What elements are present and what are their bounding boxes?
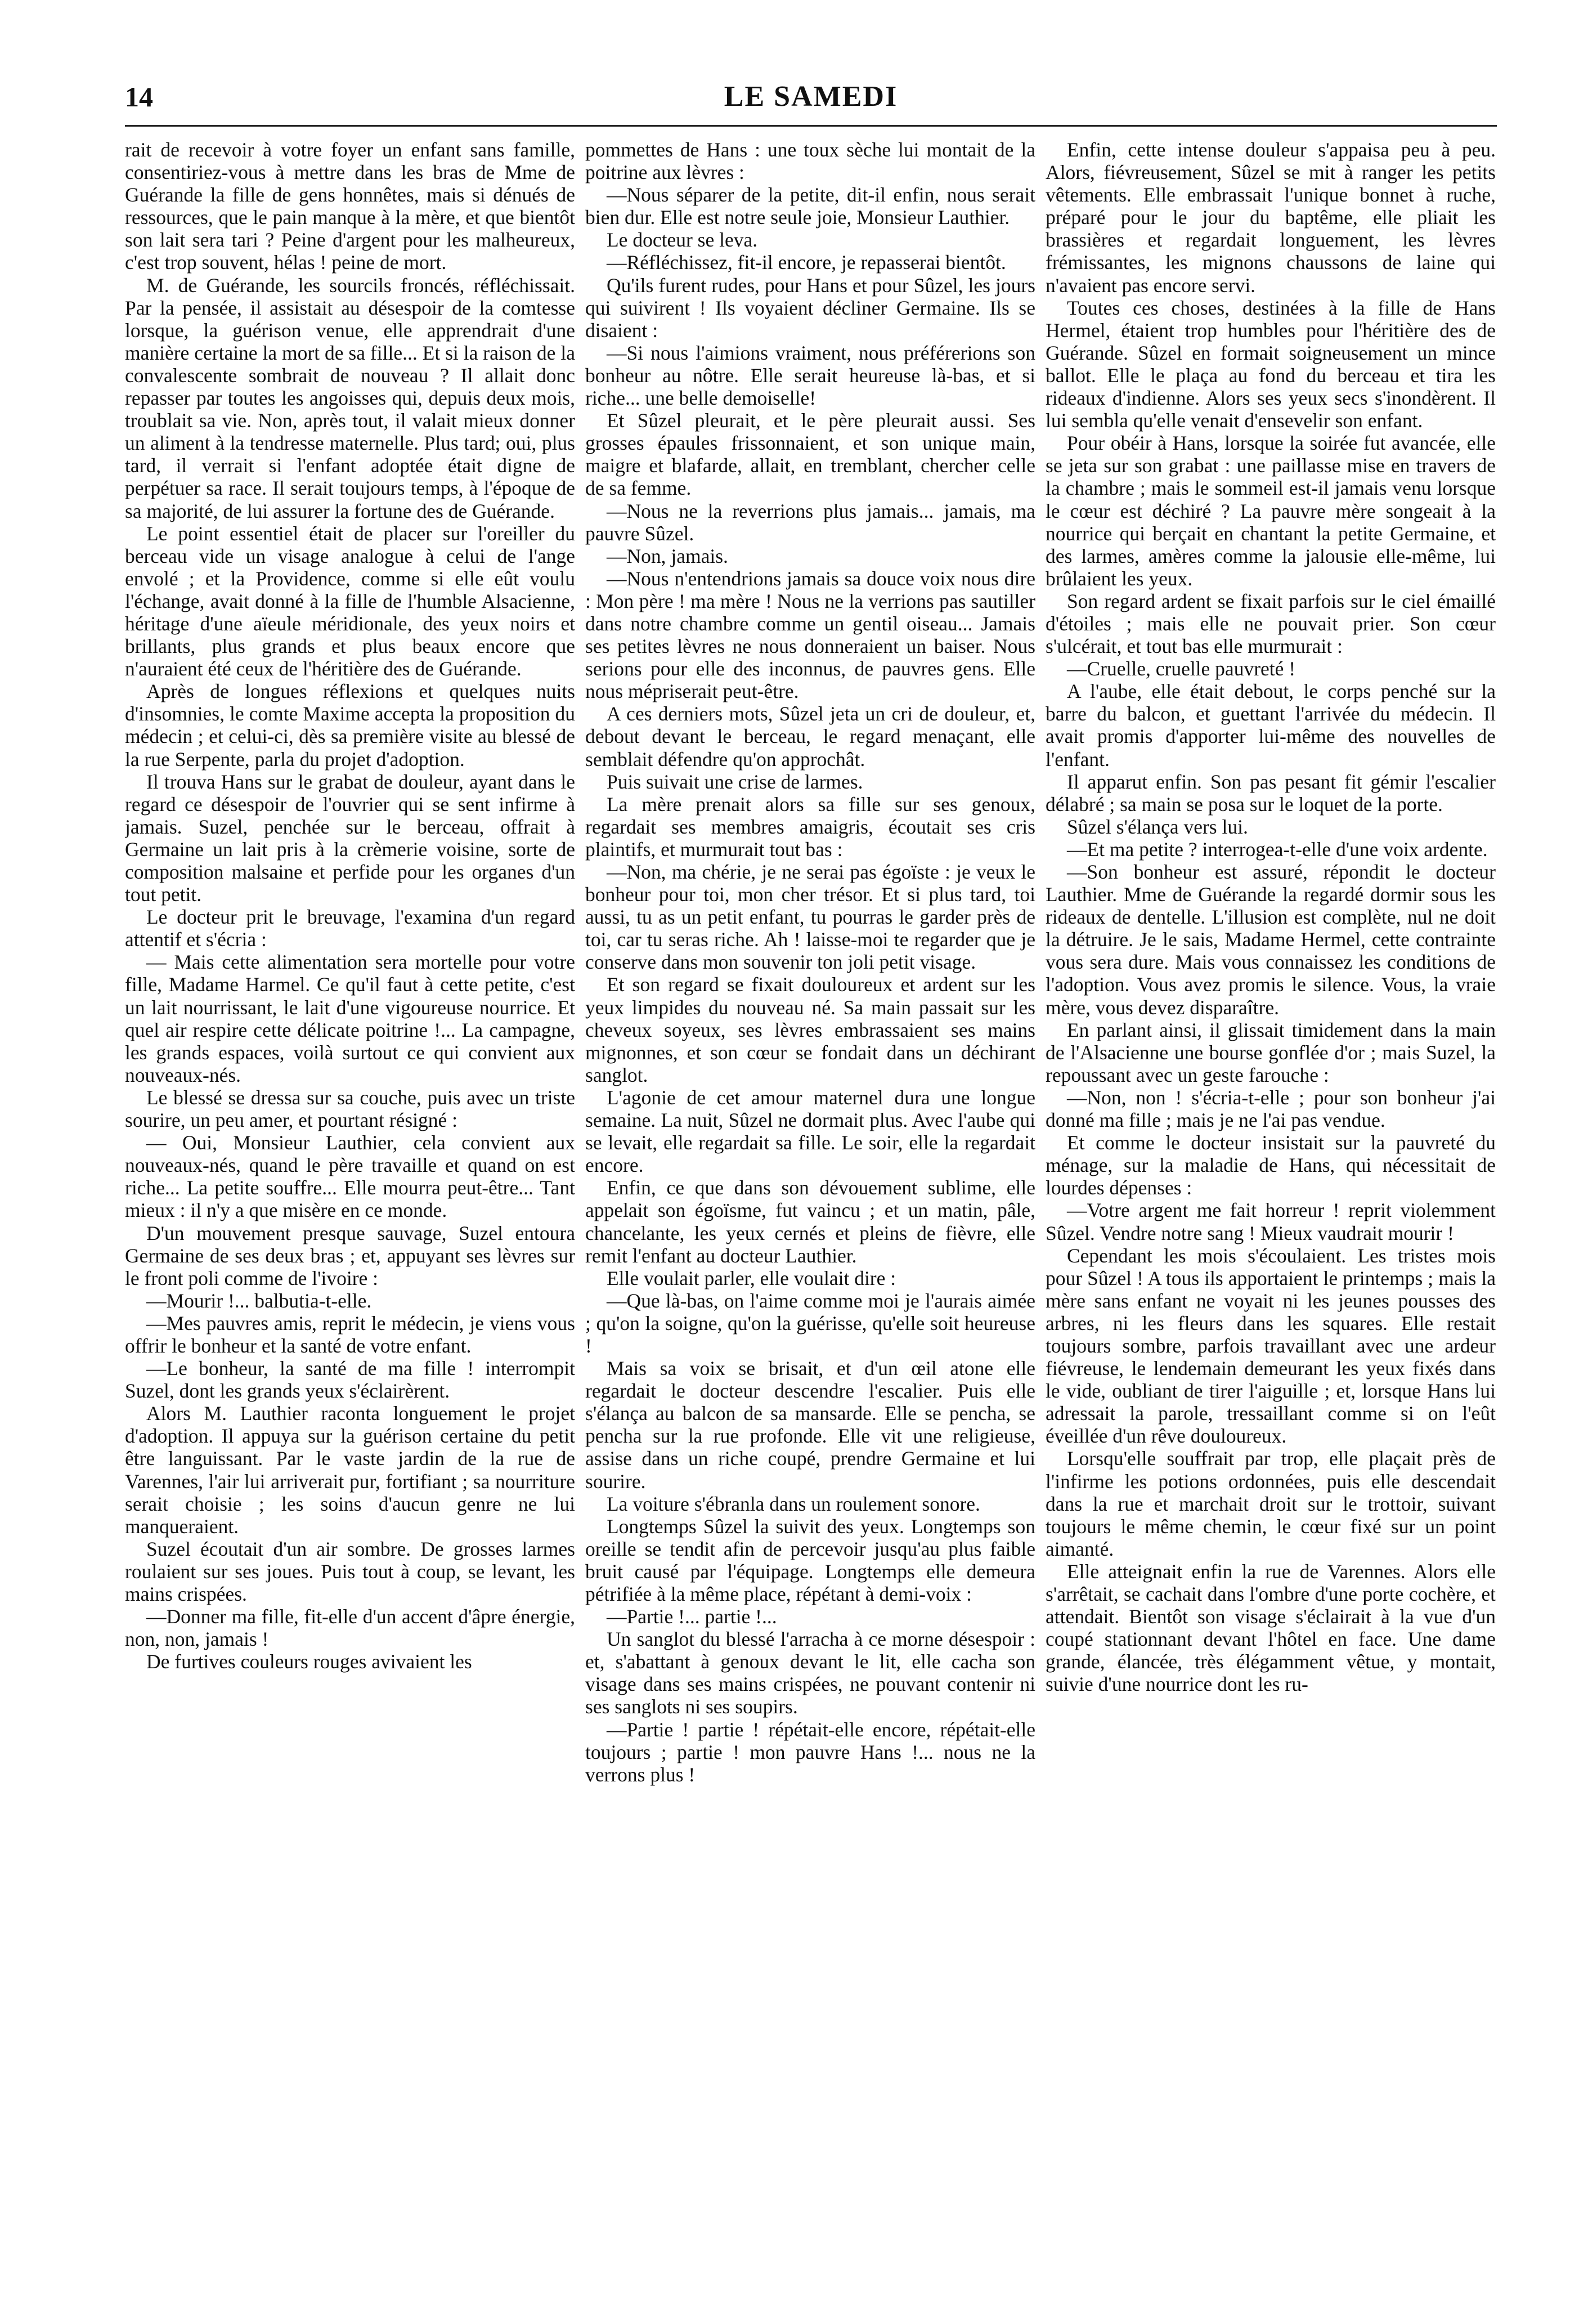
paragraph: Elle atteignait enfin la rue de Varennes. Alors elle s'arrêtait, se cachait dans l'ombre d'une porte cochère, et attendait. Bientôt son visage s'éclairait à la vue d'un coupé stationnant devant l'hôtel en face. Une dame grande, élancée, très élégamment vêtue, y montait, suivie d'une nourrice dont les ru- xyxy=(1046,1560,1496,1696)
paragraph: A l'aube, elle était debout, le corps penché sur la barre du balcon, et guettant l'arrivée du médecin. Il avait promis d'apporter lui-même des nouvelles de l'enfant. xyxy=(1046,680,1496,771)
paragraph: —Donner ma fille, fit-elle d'un accent d'âpre énergie, non, non, jamais ! xyxy=(125,1605,575,1651)
paragraph: —Nous séparer de la petite, dit-il enfin, nous serait bien dur. Elle est notre seule joie, Monsieur Lauthier. xyxy=(585,183,1035,229)
paragraph: Et Sûzel pleurait, et le père pleurait aussi. Ses grosses épaules frissonnaient, et son unique main, maigre et blafarde, allait, en tremblant, chercher celle de sa femme. xyxy=(585,409,1035,500)
paragraph: Longtemps Sûzel la suivit des yeux. Longtemps son oreille se tendit afin de percevoir jusqu'au plus faible bruit causé par l'équipage. Longtemps elle demeura pétrifiée à la même place, répétant à demi-voix : xyxy=(585,1515,1035,1605)
paragraph: Le point essentiel était de placer sur l'oreiller du berceau vide un visage analogue à celui de l'ange envolé ; et la Providence, comme si elle eût voulu l'échange, avait donné à la fille de l'humble Alsacienne, héritage d'une aïeule méridionale, des yeux noirs et brillants, plus grands et plus beaux encore que n'auraient été ceux de l'héritière des de Guérande. xyxy=(125,522,575,680)
paragraph: Enfin, cette intense douleur s'appaisa peu à peu. Alors, fiévreusement, Sûzel se mit à ranger les petits vêtements. Elle embrassait l'unique bonnet à ruche, préparé pour le jour du baptême, elle pliait les brassières et regardait longuement, les lèvres frémissantes, les mignons chaussons de laine qui n'avaient pas encore servi. xyxy=(1046,138,1496,297)
paragraph: Et comme le docteur insistait sur la pauvreté du ménage, sur la maladie de Hans, qui nécessitait de lourdes dépenses : xyxy=(1046,1131,1496,1199)
paragraph: —Et ma petite ? interrogea-t-elle d'une voix ardente. xyxy=(1067,838,1488,861)
publication-title: LE SAMEDI xyxy=(724,80,898,113)
paragraph: —Partie ! partie ! répétait-elle encore, répétait-elle toujours ; partie ! mon pauvre Hans !... nous ne la verrons plus ! xyxy=(585,1718,1035,1786)
paragraph: —Non, ma chérie, je ne serai pas égoïste : je veux le bonheur pour toi, mon cher trésor. Et si plus tard, toi aussi, tu as un petit enfant, tu pourras le garder près de toi, car tu seras riche. Ah ! laisse-moi te regarder que je conserve dans mon souvenir ton joli petit visage. xyxy=(585,861,1035,974)
paragraph: Sûzel s'élança vers lui. xyxy=(1067,815,1248,838)
paragraph: La voiture s'ébranla dans un roulement sonore. xyxy=(607,1492,980,1515)
paragraph: Pour obéir à Hans, lorsque la soirée fut avancée, elle se jeta sur son grabat : une paillasse mise en travers de la chambre ; mais le sommeil est-il jamais venu lorsque le cœur est déchiré ? La pauvre mère songeait à la nourrice qui berçait en chantant la petite Germaine, et des larmes, amères comme la jalousie elle-même, lui brûlaient les yeux. xyxy=(1046,432,1496,590)
paragraph: — Oui, Monsieur Lauthier, cela convient aux nouveaux-nés, quand le père travaille et quand on est riche... La petite souffre... Elle mourra peut-être... Tant mieux : il n'y a que misère en ce monde. xyxy=(125,1131,575,1222)
paragraph: M. de Guérande, les sourcils froncés, réfléchissait. Par la pensée, il assistait au désespoir de la comtesse lorsque, la guérison venue, elle apprendrait d'une manière certaine la mort de sa fille... Et si la raison de la convalescente sombrait de nouveau ? Il allait donc repasser par toutes les angoisses qui, depuis deux mois, troublait sa vie. Non, après tout, il valait mieux donner un aliment à la tendresse maternelle. Plus tard; oui, plus tard, il verrait si l'enfant adoptée était digne de perpétuer sa race. Il serait toujours temps, à l'époque de sa majorité, de lui assurer la fortune des de Guérande. xyxy=(125,274,575,522)
paragraph: Et son regard se fixait douloureux et ardent sur les yeux limpides du nouveau né. Sa main passait sur les cheveux soyeux, ses lèvres embrassaient ses mains mignonnes, et son cœur se fondait dans un déchirant sanglot. xyxy=(585,973,1035,1086)
paragraph: A ces derniers mots, Sûzel jeta un cri de douleur, et, debout devant le berceau, le regard menaçant, elle semblait défendre qu'on approchât. xyxy=(585,702,1035,771)
paragraph: Toutes ces choses, destinées à la fille de Hans Hermel, étaient trop humbles pour l'héritière des de Guérande. Sûzel en formait soigneusement un mince ballot. Elle le plaça au fond du berceau et tira les rideaux d'indienne. Alors ses yeux secs s'inondèrent. Il lui sembla qu'elle venait d'ensevelir son enfant. xyxy=(1046,296,1496,432)
paragraph: En parlant ainsi, il glissait timidement dans la main de l'Alsacienne une bourse gonflée d'or ; mais Suzel, la repoussant avec un geste farouche : xyxy=(1046,1018,1496,1086)
paragraph: —Non, jamais. xyxy=(607,544,728,567)
paragraph: —Réfléchissez, fit-il encore, je repasserai bientôt. xyxy=(607,251,1006,274)
text-column-2 xyxy=(585,138,1035,2289)
paragraph: Mais sa voix se brisait, et d'un œil atone elle regardait le docteur descendre l'escalier. Puis elle s'élança au balcon de sa mansarde. Elle se pencha, se pencha sur la rue profonde. Elle vit une religieuse, assise dans un riche coupé, prendre Germaine et lui sourire. xyxy=(585,1357,1035,1493)
paragraph: Un sanglot du blessé l'arracha à ce morne désespoir : et, s'abattant à genoux devant le lit, elle cacha son visage dans ses mains crispées, ne pouvant contenir ni ses sanglots ni ses soupirs. xyxy=(585,1628,1035,1718)
text-column-3 xyxy=(1046,138,1496,2289)
text-column-1 xyxy=(125,138,575,2289)
paragraph: D'un mouvement presque sauvage, Suzel entoura Germaine de ses deux bras ; et, appuyant ses lèvres sur le front poli comme de l'ivoire : xyxy=(125,1221,575,1289)
paragraph: —Partie !... partie !... xyxy=(607,1605,777,1628)
paragraph: —Nous ne la reverrions plus jamais... jamais, ma pauvre Sûzel. xyxy=(585,499,1035,545)
page-number: 14 xyxy=(125,81,153,113)
paragraph: pommettes de Hans : une toux sèche lui montait de la poitrine aux lèvres : xyxy=(585,138,1035,184)
paragraph: Enfin, ce que dans son dévouement sublime, elle appelait son égoïsme, fut vaincu ; et un matin, pâle, chancelante, les yeux cernés et pleins de fièvre, elle remit l'enfant au docteur Lauthier. xyxy=(585,1176,1035,1267)
paragraph: —Nous n'entendrions jamais sa douce voix nous dire : Mon père ! ma mère ! Nous ne la verrions pas sautiller dans notre chambre comme un gentil oiseau... Jamais ses petites lèvres ne nous donneraient un baiser. Nous serions pour elle des inconnus, de pauvres gens. Elle nous mépriserait peut-être. xyxy=(585,567,1035,703)
paragraph: Le docteur se leva. xyxy=(607,229,758,252)
paragraph: —Le bonheur, la santé de ma fille ! interrompit Suzel, dont les grands yeux s'éclairèrent. xyxy=(125,1357,575,1403)
paragraph: Elle voulait parler, elle voulait dire : xyxy=(607,1266,896,1289)
paragraph: Alors M. Lauthier raconta longuement le projet d'adoption. Il appuya sur la guérison certaine du petit être languissant. Par le vaste jardin de la rue de Varennes, l'air lui arriverait pur, fortifiant ; sa nourriture serait choisie ; les soins d'aucun genre ne lui manqueraient. xyxy=(125,1402,575,1538)
paragraph: —Cruelle, cruelle pauvreté ! xyxy=(1067,657,1296,680)
paragraph: —Votre argent me fait horreur ! reprit violemment Sûzel. Vendre notre sang ! Mieux vaudrait mourir ! xyxy=(1046,1199,1496,1244)
paragraph: La mère prenait alors sa fille sur ses genoux, regardait ses membres amaigris, écoutait ses cris plaintifs, et murmurait tout bas : xyxy=(585,792,1035,861)
paragraph: —Si nous l'aimions vraiment, nous préférerions son bonheur au nôtre. Elle serait heureuse là-bas, et si riche... une belle demoiselle! xyxy=(585,341,1035,410)
paragraph: rait de recevoir à votre foyer un enfant sans famille, consentiriez-vous à mettre dans les bras de Mme de Guérande la fille de gens honnêtes, mais si dénués de ressources, que le pain manque à la mère, et que bientôt son lait sera tari ? Peine d'argent pour les malheureux, c'est trop souvent, hélas ! peine de mort. xyxy=(125,138,575,274)
paragraph: —Que là-bas, on l'aime comme moi je l'aurais aimée ; qu'on la soigne, qu'on la guérisse, qu'elle soit heureuse ! xyxy=(585,1289,1035,1357)
paragraph: Le blessé se dressa sur sa couche, puis avec un triste sourire, un peu amer, et pourtant résigné : xyxy=(125,1086,575,1132)
paragraph: Il apparut enfin. Son pas pesant fit gémir l'escalier délabré ; sa main se posa sur le loquet de la porte. xyxy=(1046,770,1496,816)
paragraph: —Mes pauvres amis, reprit le médecin, je viens vous offrir le bonheur et la santé de votre enfant. xyxy=(125,1311,575,1357)
paragraph: Suzel écoutait d'un air sombre. De grosses larmes roulaient sur ses joues. Puis tout à coup, se levant, les mains crispées. xyxy=(125,1537,575,1605)
paragraph: —Mourir !... balbutia-t-elle. xyxy=(146,1289,372,1312)
page-header xyxy=(125,80,1497,119)
paragraph: L'agonie de cet amour maternel dura une longue semaine. La nuit, Sûzel ne dormait plus. Avec l'aube qui se levait, elle regardait sa fille. Le soir, elle la regardait encore. xyxy=(585,1086,1035,1177)
paragraph: Après de longues réflexions et quelques nuits d'insomnies, le comte Maxime accepta la proposition du médecin ; et celui-ci, dès sa première visite au blessé de la rue Serpente, parla du projet d'adoption. xyxy=(125,680,575,771)
paragraph: — Mais cette alimentation sera mortelle pour votre fille, Madame Harmel. Ce qu'il faut à cette petite, c'est un lait nourrissant, le lait d'une vigoureuse nourrice. Et quel air respire cette délicate poitrine !... La campagne, les grands espaces, voilà surtout ce qui convient aux nouveaux-nés. xyxy=(125,951,575,1086)
paragraph: Il trouva Hans sur le grabat de douleur, ayant dans le regard ce désespoir de l'ouvrier qui se sent infirme à jamais. Suzel, penchée sur le berceau, offrait à Germaine un lait pris à la crèmerie voisine, sorte de composition malsaine et perfide pour les organes d'un tout petit. xyxy=(125,770,575,906)
paragraph: Le docteur prit le breuvage, l'examina d'un regard attentif et s'écria : xyxy=(125,906,575,951)
paragraph: —Non, non ! s'écria-t-elle ; pour son bonheur j'ai donné ma fille ; mais je ne l'ai pas vendue. xyxy=(1046,1086,1496,1132)
paragraph: —Son bonheur est assuré, répondit le docteur Lauthier. Mme de Guérande la regardé dormir sous les rideaux de dentelle. L'illusion est complète, nul ne doit la détruire. Je le sais, Madame Hermel, cette contrainte vous sera dure. Mais vous connaissez les conditions de l'adoption. Vous avez promis le silence. Vous, la vraie mère, vous devez disparaître. xyxy=(1046,861,1496,1019)
paragraph: Son regard ardent se fixait parfois sur le ciel émaillé d'étoiles ; mais elle ne pouvait prier. Son cœur s'ulcérait, et tout bas elle murmurait : xyxy=(1046,589,1496,658)
paragraph: De furtives couleurs rouges avivaient les xyxy=(146,1650,472,1673)
paragraph: Puis suivait une crise de larmes. xyxy=(607,770,863,793)
paragraph: Lorsqu'elle souffrait par trop, elle plaçait près de l'infirme les potions ordonnées, puis elle descendait dans la rue et marchait droit sur le trottoir, suivant toujours le même chemin, le cœur fixé sur un point aimanté. xyxy=(1046,1447,1496,1560)
header-rule xyxy=(125,125,1497,127)
paragraph: Cependant les mois s'écoulaient. Les tristes mois pour Sûzel ! A tous ils apportaient le printemps ; mais la mère sans enfant ne voyait ni les jeunes pousses des arbres, ni les fleurs dans les squares. Elle restait toujours sombre, parfois travaillant avec une ardeur fiévreuse, le lendemain demeurant les yeux fixés dans le vide, oubliant de tirer l'aiguille ; et, lorsque Hans lui adressait la parole, tressaillant comme si on l'eût éveillée d'un rêve douloureux. xyxy=(1046,1244,1496,1448)
paragraph: Qu'ils furent rudes, pour Hans et pour Sûzel, les jours qui suivirent ! Ils voyaient décliner Germaine. Ils se disaient : xyxy=(585,274,1035,342)
